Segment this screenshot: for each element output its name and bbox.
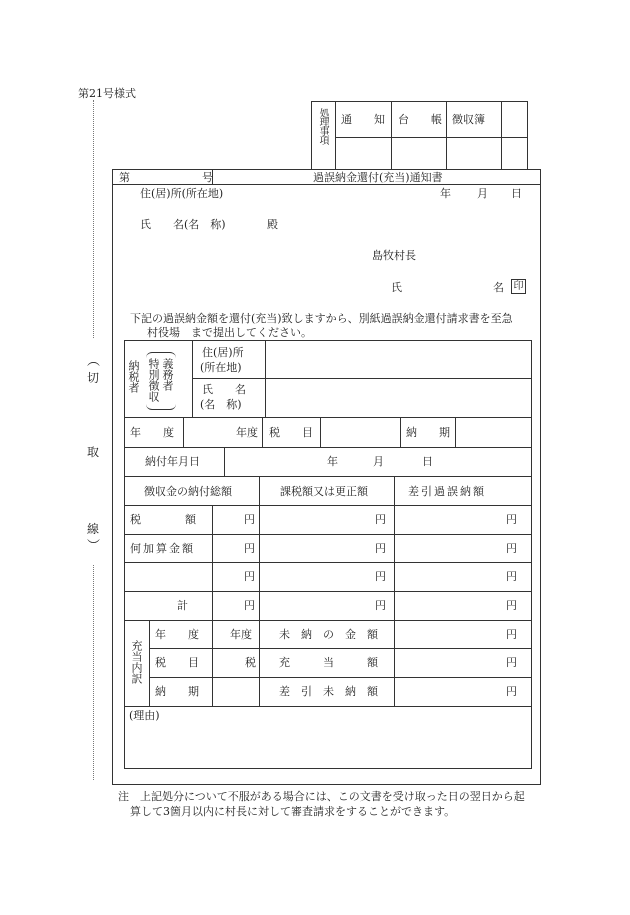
header-go: 号	[202, 171, 213, 184]
yen-unit: 円	[375, 542, 386, 555]
col-header-total-paid: 徴収金の納付総額	[144, 485, 232, 498]
appropriation-col-a: 納 期	[155, 685, 199, 698]
seal-mark: 印	[511, 279, 526, 294]
payment-period-label: 納 期	[406, 426, 450, 439]
taxpayer-label: 納税者	[127, 360, 140, 393]
cut-line-open: ︵	[87, 354, 101, 369]
header-dai: 第	[119, 171, 130, 184]
yen-unit: 円	[244, 513, 255, 526]
cut-line-bottom	[93, 565, 94, 780]
yen-unit: 円	[244, 570, 255, 583]
processing-col-ledger: 台 帳	[398, 113, 442, 126]
payment-date-month: 月	[373, 455, 384, 468]
cut-line-char3: 線	[87, 522, 100, 536]
yen-unit: 円	[506, 685, 517, 698]
issuer-title: 島牧村長	[372, 249, 416, 262]
taxpayer-address-label-2: (所在地)	[200, 361, 242, 374]
dono: 殿	[267, 218, 278, 231]
payment-date-day: 日	[422, 455, 433, 468]
date-year: 年	[440, 187, 451, 200]
document-title: 過誤納金還付(充当)通知書	[313, 171, 443, 184]
address-label: 住(居)所(所在地)	[140, 187, 224, 200]
year-label: 年 度	[130, 426, 174, 439]
yen-unit: 円	[375, 570, 386, 583]
cut-line-char1: 切	[87, 371, 100, 385]
yen-unit: 円	[506, 656, 517, 669]
payment-date-year: 年	[327, 455, 338, 468]
payment-date-label: 納付年月日	[145, 455, 200, 468]
cut-line-close: ︶	[87, 539, 101, 554]
tax-item-label: 税 目	[269, 426, 313, 439]
appropriation-col-c: 未 納 の 金 額	[279, 628, 378, 641]
year-suffix: 年度	[236, 426, 258, 439]
yen-unit: 円	[244, 599, 255, 612]
issuer-mei: 名	[493, 281, 504, 294]
taxpayer-name-label-2: (名 称)	[200, 398, 242, 411]
appropriation-col-b: 税	[245, 656, 256, 669]
appropriation-col-c: 充 当 額	[279, 656, 378, 669]
col-header-overpaid: 差引過誤納額	[408, 485, 486, 498]
processing-col-collection-book: 徴収簿	[452, 113, 485, 126]
appropriation-col-a: 年 度	[155, 628, 199, 641]
taxpayer-special-collection-label: 特別徴収	[147, 358, 160, 402]
processing-col-notice: 通 知	[341, 113, 385, 126]
taxpayer-obligor-label: 義務者	[161, 358, 174, 391]
taxpayer-bracket-top	[129, 343, 144, 348]
cut-line-top	[93, 100, 94, 338]
date-month: 月	[477, 187, 488, 200]
reason-label: (理由)	[129, 709, 160, 722]
taxpayer-address-label: 住(居)所	[202, 346, 244, 359]
taxpayer-bracket	[146, 352, 176, 410]
yen-unit: 円	[506, 542, 517, 555]
body-text-line1: 下記の過誤納金額を還付(充当)致しますから、別紙過誤納金還付請求書を至急	[130, 312, 513, 325]
yen-unit: 円	[375, 599, 386, 612]
note-line2: 算して3箇月以内に村長に対して審査請求をすることができます。	[130, 805, 456, 818]
yen-unit: 円	[506, 599, 517, 612]
col-header-assessed: 課税額又は更正額	[280, 485, 368, 498]
yen-unit: 円	[506, 570, 517, 583]
note-line1: 注 上記処分について不服がある場合には、この文書を受け取った日の翌日から起	[118, 790, 525, 803]
yen-unit: 円	[375, 513, 386, 526]
yen-unit: 円	[506, 513, 517, 526]
taxpayer-name-label: 氏 名	[202, 383, 246, 396]
yen-unit: 円	[244, 542, 255, 555]
appropriation-col-b: 年度	[230, 628, 252, 641]
amount-row-label: 計	[177, 599, 188, 612]
amount-row-label: 何加算金額	[130, 542, 195, 555]
cut-line-char2: 取	[87, 445, 100, 459]
date-day: 日	[511, 187, 522, 200]
name-label: 氏 名(名 称)	[140, 218, 226, 231]
processing-label: 処理事項	[317, 108, 328, 144]
issuer-shi: 氏	[391, 281, 402, 294]
appropriation-col-c: 差 引 未 納 額	[279, 685, 378, 698]
amount-row-label: 税 額	[130, 513, 196, 526]
body-text-line2: 村役場 まで提出してください。	[147, 326, 312, 339]
form-number: 第21号様式	[78, 87, 136, 100]
appropriation-label: 充当内訳	[130, 640, 143, 684]
yen-unit: 円	[506, 628, 517, 641]
appropriation-col-a: 税 目	[155, 656, 199, 669]
